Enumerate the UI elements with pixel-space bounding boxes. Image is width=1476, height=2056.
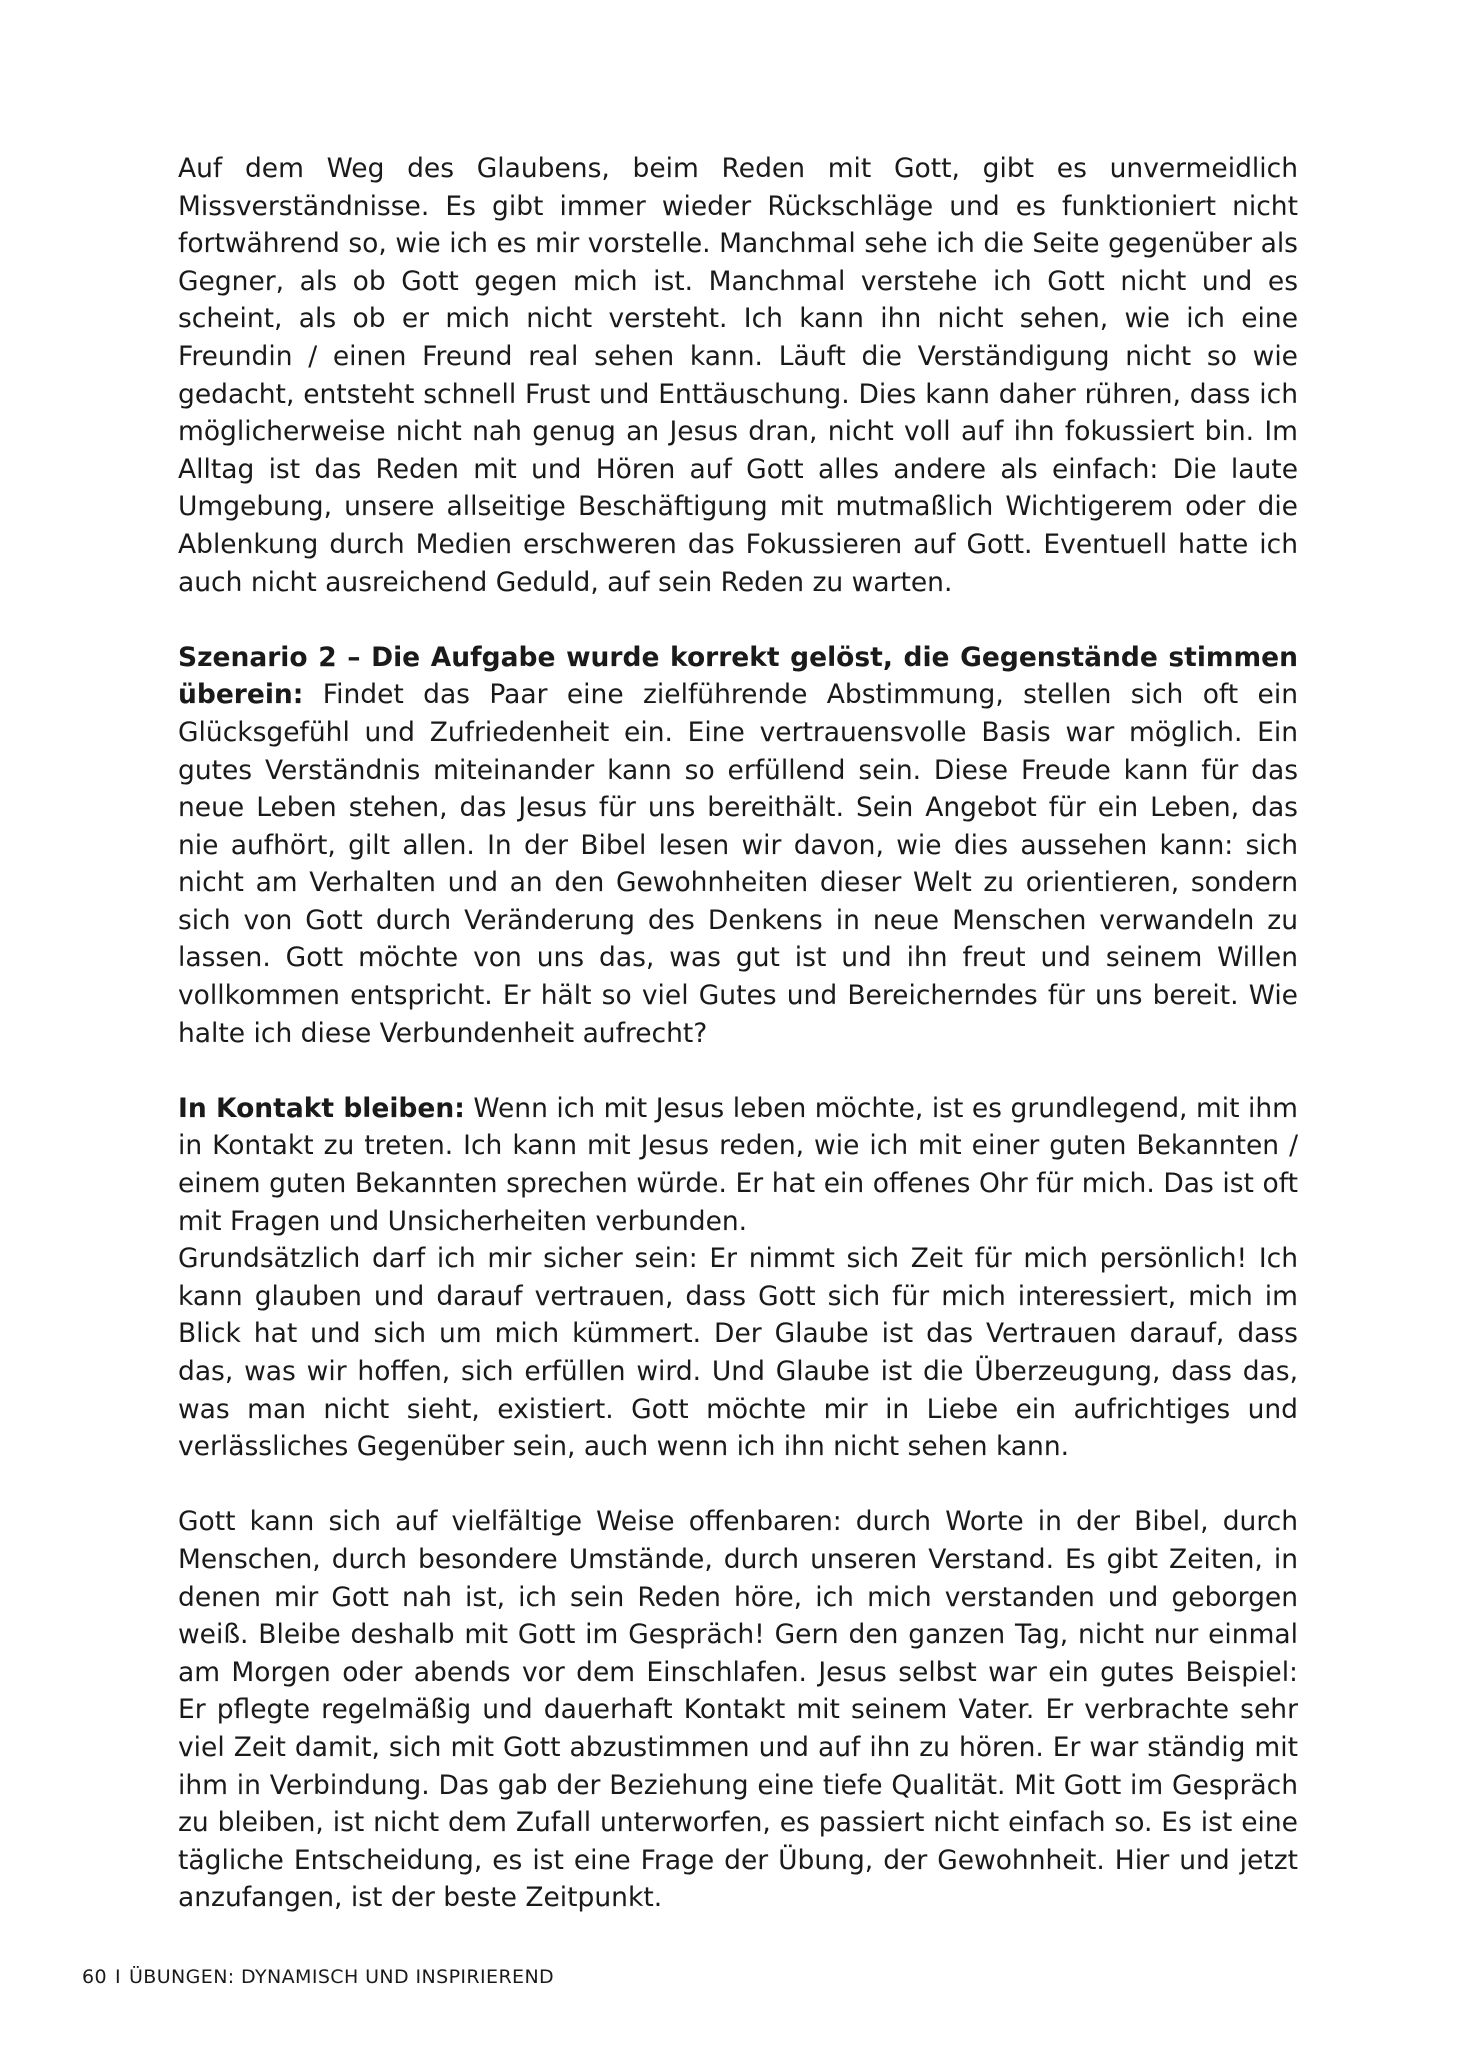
body-text — [178, 150, 1298, 1917]
page-number: 60 — [82, 1966, 107, 1988]
paragraph-gott-offenbaren — [178, 1503, 1298, 1917]
paragraph-lead: In Kontakt bleiben: — [178, 1092, 465, 1124]
paragraph-missverstaendnisse — [178, 150, 1298, 601]
paragraph-text: Auf dem Weg des Glaubens, beim Reden mit Gott, gibt es unvermeidlich Missverständnisse. Es gibt immer wieder Rückschläge und es funktioniert nicht fortwährend so, wie ich es mir vorstelle. Manchmal sehe ich die Seite gegenüber als Gegner, als ob Gott gegen mich ist. Manchmal verstehe ich Gott nicht und es scheint, als ob er mich nicht versteht. Ich kann ihn nicht sehen, wie ich eine Freundin / einen Freund real sehen kann. Läuft die Verständigung nicht so wie gedacht, entsteht schnell Frust und Enttäuschung. Dies kann daher rühren, dass ich möglicherweise nicht nah genug an Jesus dran, nicht voll auf ihn fokussiert bin. Im Alltag ist das Reden mit und Hören auf Gott alles andere als einfach: Die laute Umgebung, unsere allseitige Beschäftigung mit mutmaßlich Wichtigerem oder die Ablenkung durch Medien erschweren das Fokussieren auf Gott. Eventuell hatte ich auch nicht ausreichend Geduld, auf sein Reden zu warten. — [178, 153, 1298, 598]
footer-section-title: ÜBUNGEN: DYNAMISCH UND INSPIRIEREND — [129, 1966, 555, 1988]
paragraph-lead: Szenario 2 – Die Aufgabe wurde korrekt gelöst, die Gegenstände stimmen überein: — [178, 641, 1298, 711]
paragraph-text: Grundsätzlich darf ich mir sicher sein: Er nimmt sich Zeit für mich persönlich! Ich kann glauben und darauf vertrauen, dass Gott sich für mich interessiert, mich im Blick hat und sich um mich kümmert. Der Glaube ist das Vertrauen darauf, dass das, was wir hoffen, sich erfüllen wird. Und Glaube ist die Überzeugung, dass das, was man nicht sieht, existiert. Gott möchte mir in Liebe ein aufrichtiges und verlässliches Gegenüber sein, auch wenn ich ihn nicht sehen kann. — [178, 1243, 1298, 1463]
paragraph-szenario-2 — [178, 639, 1298, 1053]
paragraph-in-kontakt-bleiben — [178, 1090, 1298, 1240]
footer-separator: I — [114, 1966, 121, 1988]
page-footer — [82, 1966, 554, 1988]
paragraph-text: Wenn ich mit Jesus leben möchte, ist es grundlegend, mit ihm in Kontakt zu treten. Ich kann mit Jesus reden, wie ich mit einer guten Bekannten / einem guten Bekannten sprechen würde. Er hat ein offenes Ohr für mich. Das ist oft mit Fragen und Unsicherheiten verbunden. — [178, 1092, 1298, 1237]
paragraph-text: Gott kann sich auf vielfältige Weise offenbaren: durch Worte in der Bibel, durch Menschen, durch besondere Umstände, durch unseren Verstand. Es gibt Zeiten, in denen mir Gott nah ist, ich sein Reden höre, ich mich verstanden und geborgen weiß. Bleibe deshalb mit Gott im Gespräch! Gern den ganzen Tag, nicht nur einmal am Morgen oder abends vor dem Einschlafen. Jesus selbst war ein gutes Beispiel: Er pflegte regelmäßig und dauerhaft Kontakt mit seinem Vater. Er verbrachte sehr viel Zeit damit, sich mit Gott abzustimmen und auf ihn zu hören. Er war ständig mit ihm in Verbindung. Das gab der Beziehung eine tiefe Qualität. Mit Gott im Gespräch zu bleiben, ist nicht dem Zufall unterworfen, es passiert nicht einfach so. Es ist eine tägliche Entscheidung, es ist eine Frage der Übung, der Gewohnheit. Hier und jetzt anzufangen, ist der beste Zeitpunkt. — [178, 1506, 1298, 1914]
paragraph-grundsaetzlich — [178, 1240, 1298, 1466]
paragraph-text: Findet das Paar eine zielführende Abstimmung, stellen sich oft ein Glücksgefühl und Zufriedenheit ein. Eine vertrauensvolle Basis war möglich. Ein gutes Verständnis miteinander kann so erfüllend sein. Diese Freude kann für das neue Leben stehen, das Jesus für uns bereithält. Sein Angebot für ein Leben, das nie aufhört, gilt allen. In der Bibel lesen wir davon, wie dies aussehen kann: sich nicht am Verhalten und an den Gewohnheiten dieser Welt zu orientieren, sondern sich von Gott durch Veränderung des Denkens in neue Menschen verwandeln zu lassen. Gott möchte von uns das, was gut ist und ihn freut und seinem Willen vollkommen entspricht. Er hält so viel Gutes und Bereicherndes für uns bereit. Wie halte ich diese Verbundenheit aufrecht? — [178, 679, 1298, 1049]
